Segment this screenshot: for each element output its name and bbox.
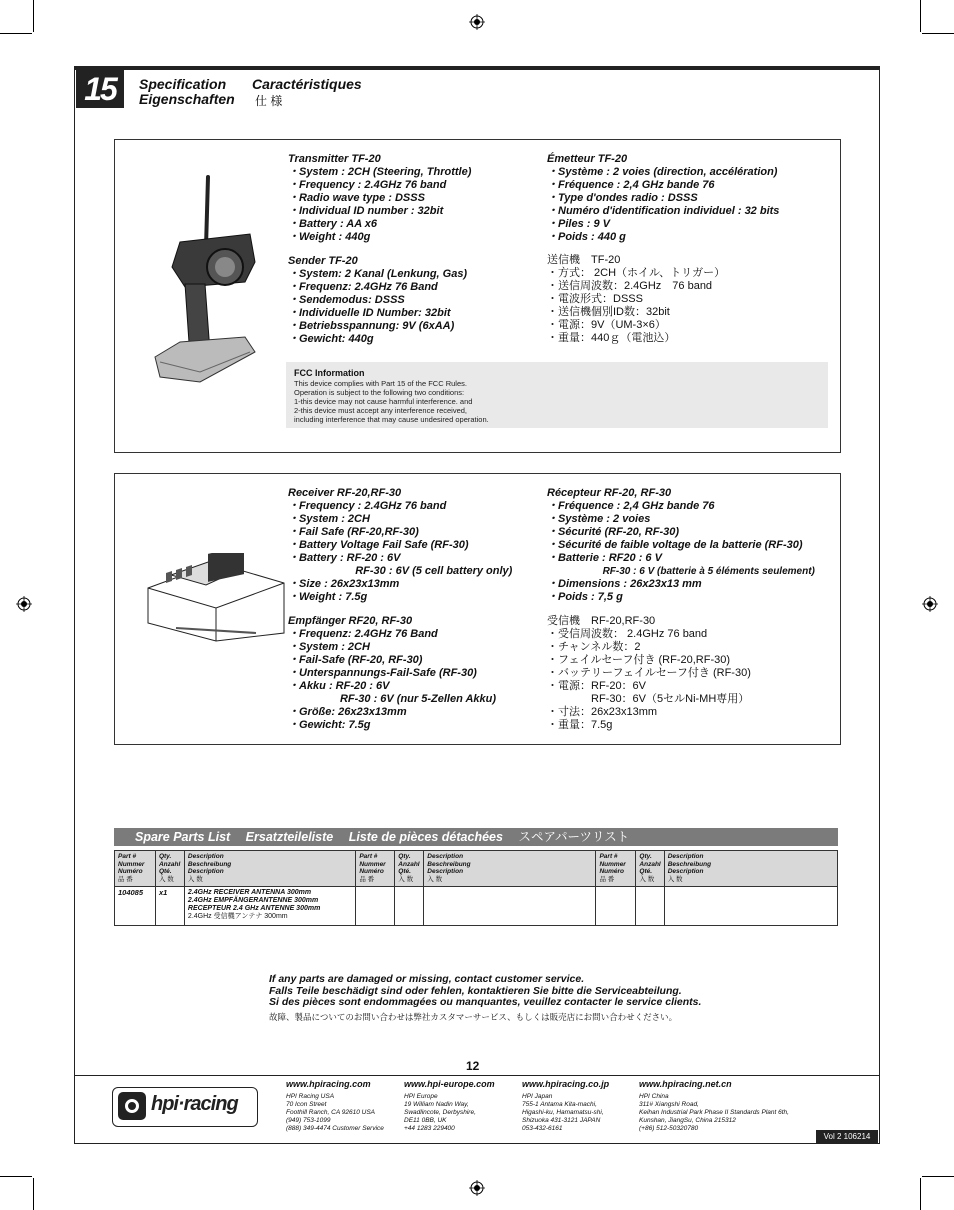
spec-line: ・Fréquence : 2,4 GHz bande 76 [547, 179, 715, 191]
spec-line: ・Sécurité de faible voltage de la batterie (RF-30) [547, 539, 803, 551]
spec-line: ・Piles : 9 V [547, 218, 610, 230]
spec-line: RF-30 : 6V (nur 5-Zellen Akku) [288, 693, 497, 705]
footer-china: www.hpiracing.net.cn HPI China 311# Xiangshi Road, Keihan Industrial Park Phase II Standards Plant 6th, Kunshan, JiangSu, China 215312 (+86) 512-50320780 [639, 1079, 789, 1132]
spec-line: ・Frequenz: 2.4GHz 76 Band [288, 628, 438, 640]
transmitter-jp [547, 254, 725, 345]
spec-line: ・電源：9V（UM-3×6） [547, 319, 666, 331]
spec-line: RF-30：6V（5セルNi-MH専用） [547, 693, 750, 705]
fcc-info-panel [286, 362, 828, 428]
spec-line: Transmitter TF-20 [288, 153, 381, 165]
footer-japan: www.hpiracing.co.jp HPI Japan 755-1 Antama Kita-machi, Higashi-ku, Hamamatsu-shi, Shizuoka 431-3121 JAPAN 053-432-6161 [522, 1079, 610, 1132]
spec-line: ・送信機個別ID数：32bit [547, 306, 670, 318]
footer-url[interactable]: www.hpiracing.com [286, 1079, 371, 1089]
spec-line: ・重量：440ｇ（電池込） [547, 332, 676, 344]
registration-mark-icon [469, 1180, 485, 1196]
spec-line: ・Fréquence : 2,4 GHz bande 76 [547, 500, 715, 512]
part-desc: 2.4GHz RECEIVER ANTENNA 300mm 2.4GHz EMPFÄNGERANTENNE 300mm RECEPTEUR 2.4 GHz ANTENNE 300mm 2.4GHz 受信機アンテナ 300mm [184, 887, 355, 926]
notice-line-jp: 故障、製品についてのお問い合わせは弊社カスタマーサービス、もしくは販売店にお問い合わせください。 [269, 1011, 678, 1022]
fcc-line: This device complies with Part 15 of the FCC Rules. [294, 379, 467, 388]
header-qty: Qty. Anzahl Qté. 入 数 [395, 851, 424, 887]
transmitter-en [288, 153, 471, 346]
spec-line: ・電波形式：DSSS [547, 293, 643, 305]
fcc-line: 2-this device must accept any interference received, [294, 406, 468, 415]
spec-line: ・Betriebsspannung: 9V (6xAA) [288, 320, 455, 332]
spec-line: Sender TF-20 [288, 255, 358, 267]
version-label: Vol 2 106214 [816, 1130, 878, 1143]
receiver-image [146, 553, 286, 643]
spec-line: ・Type d'ondes radio : DSSS [547, 192, 698, 204]
spare-title-en: Spare Parts List [135, 830, 231, 844]
title-de: Eigenschaften [139, 91, 235, 107]
spec-line: ・Battery : RF-20 : 6V [288, 552, 401, 564]
spec-line: ・System : 2CH [288, 513, 370, 525]
spec-line: ・System: 2 Kanal (Lenkung, Gas) [288, 268, 468, 280]
fcc-title: FCC Information [294, 368, 365, 378]
hpi-logo [112, 1087, 258, 1127]
spec-line: ・寸法：26x23x13mm [547, 706, 658, 718]
fcc-line: Operation is subject to the following two conditions: [294, 388, 465, 397]
spec-line: ・受信周波数： 2.4GHz 76 band [547, 628, 708, 640]
footer-url[interactable]: www.hpiracing.net.cn [639, 1079, 732, 1089]
title-jp: 仕 様 [255, 94, 283, 108]
title-en: Specification [139, 76, 227, 92]
spec-line: Récepteur RF-20, RF-30 [547, 487, 672, 499]
spec-line: ・重量：7.5g [547, 719, 613, 731]
spec-line: ・Weight : 440g [288, 231, 371, 243]
spec-line: RF-30 : 6V (5 cell battery only) [288, 565, 513, 577]
spare-parts-title-bar [114, 828, 838, 846]
transmitter-fr [547, 153, 779, 244]
header-qty: Qty. Anzahl Qté. 入 数 [155, 851, 184, 887]
spec-line: ・Individual ID number : 32bit [288, 205, 444, 217]
header-part: Part # Nummer Numéro 品 番 [596, 851, 636, 887]
spec-line: ・Weight : 7.5g [288, 591, 368, 603]
spec-line: Empfänger RF20, RF-30 [288, 615, 413, 627]
table-header-row [115, 851, 838, 887]
spec-line: 送信機 TF-20 [547, 254, 621, 266]
spec-line: ・Poids : 440 g [547, 231, 626, 243]
spec-line: ・方式： 2CH（ホイル、トリガー） [547, 267, 726, 279]
registration-mark-icon [469, 14, 485, 30]
spec-line: ・Unterspannungs-Fail-Safe (RF-30) [288, 667, 477, 679]
header-part: Part # Nummer Numéro 品 番 [115, 851, 156, 887]
footer-europe: www.hpi-europe.com HPI Europe 19 William Nadin Way, Swadlincote, Derbyshire, DE11 0BB, UK +44 1283 229400 [404, 1079, 495, 1132]
spec-line: ・チャンネル数：2 [547, 641, 641, 653]
receiver-en [288, 487, 512, 732]
spec-line: ・Fail Safe (RF-20,RF-30) [288, 526, 419, 538]
spec-line: ・Size : 26x23x13mm [288, 578, 400, 590]
receiver-jp [547, 615, 751, 732]
header-part: Part # Nummer Numéro 品 番 [356, 851, 395, 887]
header-desc: Description Beschreibung Description 入 数 [184, 851, 355, 887]
spare-parts-table [114, 850, 838, 926]
part-number: 104085 [115, 887, 156, 926]
table-row [115, 887, 838, 926]
spec-line: Receiver RF-20,RF-30 [288, 487, 402, 499]
spec-line: ・Battery Voltage Fail Safe (RF-30) [288, 539, 469, 551]
spec-line: ・Fail-Safe (RF-20, RF-30) [288, 654, 423, 666]
spec-line: ・Gewicht: 7.5g [288, 719, 371, 731]
spec-line: ・Akku : RF-20 : 6V [288, 680, 390, 692]
spec-line: ・System : 2CH [288, 641, 370, 653]
footer-url[interactable]: www.hpiracing.co.jp [522, 1079, 610, 1089]
section-number: 15 [76, 70, 124, 108]
hpi-logo-mark-icon [118, 1092, 146, 1120]
fcc-body [294, 379, 489, 424]
spec-line: ・System : 2CH (Steering, Throttle) [288, 166, 472, 178]
spec-line: ・Gewicht: 440g [288, 333, 374, 345]
spare-title-fr: Liste de pièces détachées [348, 830, 503, 844]
spec-line: ・Frequency : 2.4GHz 76 band [288, 500, 447, 512]
spec-line: RF-30 : 6 V (batterie à 5 éléments seulement) [547, 566, 815, 577]
spec-line: ・Batterie : RF20 : 6 V [547, 552, 662, 564]
spec-line: Émetteur TF-20 [547, 153, 628, 165]
spec-line: ・Système : 2 voies [547, 513, 651, 525]
spec-line: ・Sécurité (RF-20, RF-30) [547, 526, 680, 538]
spec-line: ・フェイルセーフ付き (RF-20,RF-30) [547, 654, 731, 666]
spec-line: ・Numéro d'identification individuel : 32 bits [547, 205, 780, 217]
fcc-line: 1-this device may not cause harmful interference. and [294, 397, 473, 406]
receiver-fr [547, 487, 815, 604]
spec-line: ・Größe: 26x23x13mm [288, 706, 407, 718]
spec-line: ・Poids : 7,5 g [547, 591, 623, 603]
registration-mark-icon [922, 596, 938, 612]
notice-line: Falls Teile beschädigt sind oder fehlen, kontaktieren Sie bitte die Serviceabteilung. [269, 984, 682, 997]
spare-title-de: Ersatzteileliste [245, 830, 334, 844]
spec-line: ・Individuelle ID Number: 32bit [288, 307, 451, 319]
spec-line: ・Battery : AA x6 [288, 218, 378, 230]
spec-line: ・Frequenz: 2.4GHz 76 Band [288, 281, 438, 293]
spec-line: ・Dimensions : 26x23x13 mm [547, 578, 702, 590]
fcc-line: including interference that may cause undesired operation. [294, 415, 489, 424]
spec-line: ・バッテリーフェイルセーフ付き (RF-30) [547, 667, 751, 679]
spec-line: ・Frequency : 2.4GHz 76 band [288, 179, 447, 191]
footer-divider [74, 1075, 880, 1076]
registration-mark-icon [16, 596, 32, 612]
footer-url[interactable]: www.hpi-europe.com [404, 1079, 495, 1089]
spec-line: ・Système : 2 voies (direction, accélération) [547, 166, 778, 178]
title-fr: Caractéristiques [252, 76, 362, 92]
part-qty: x1 [155, 887, 184, 926]
header-desc: Description Beschreibung Description 入 数 [664, 851, 837, 887]
footer-usa: www.hpiracing.com HPI Racing USA 70 Icon Street Foothill Ranch, CA 92610 USA (949) 753-1099 (888) 349-4474 Customer Service [286, 1079, 384, 1132]
transmitter-image [150, 172, 290, 387]
page-number: 12 [466, 1059, 480, 1073]
notice-line: Si des pièces sont endommagées ou manquantes, veuillez contacter le service clients. [269, 996, 702, 1008]
spec-line: 受信機 RF-20,RF-30 [547, 615, 656, 627]
hpi-logo-text: hpi·racing [151, 1093, 238, 1115]
spec-line: ・Radio wave type : DSSS [288, 192, 425, 204]
spec-line: ・送信周波数：2.4GHz 76 band [547, 280, 713, 292]
header-qty: Qty. Anzahl Qté. 入 数 [636, 851, 664, 887]
spare-title-jp: スペアパーツリスト [518, 830, 630, 844]
header-desc: Description Beschreibung Description 入 数 [424, 851, 596, 887]
spec-line: ・電源：RF-20：6V [547, 680, 647, 692]
customer-service-notice [269, 974, 701, 1023]
spec-line: ・Sendemodus: DSSS [288, 294, 405, 306]
notice-line: If any parts are damaged or missing, contact customer service. [269, 973, 585, 985]
